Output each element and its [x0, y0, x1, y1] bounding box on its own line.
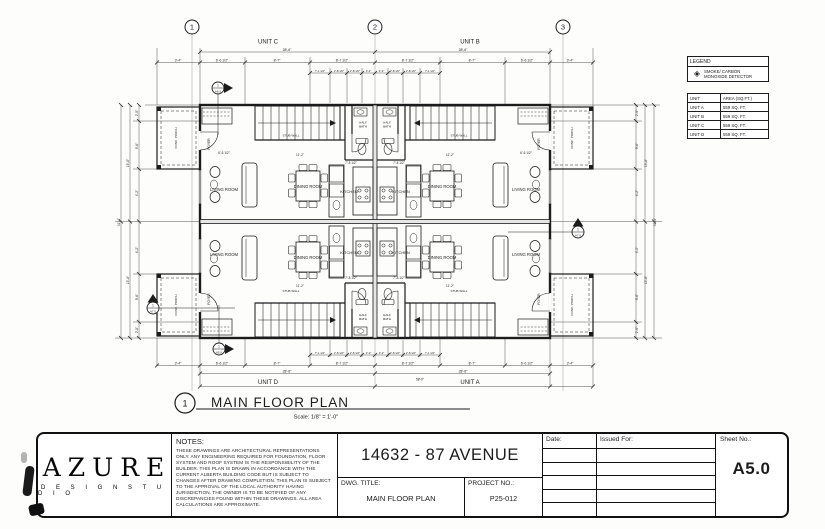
dwg-title-value: MAIN FLOOR PLAN	[366, 494, 436, 503]
plan-label: 8'-7 1/2"	[401, 361, 415, 366]
plan-label: STUB WALL	[282, 133, 300, 138]
building-shell	[200, 105, 550, 338]
plan-label: 15'-8"	[126, 275, 130, 285]
legend-box	[687, 56, 769, 82]
unit-d-interior	[199, 226, 373, 337]
plan-label: HALF	[383, 313, 391, 317]
plan-label: 11'-2"	[446, 284, 454, 288]
svg-text:1: 1	[152, 303, 154, 308]
plan-label: 2'-8 1/2"	[349, 69, 361, 73]
plan-label: STUB WALL	[450, 133, 468, 138]
plan-title: MAIN FLOOR PLAN	[211, 395, 350, 410]
plan-label: 8'-7"	[273, 58, 281, 63]
svg-text:1: 1	[577, 227, 579, 232]
plan-label: 15'-8"	[644, 275, 648, 285]
plan-label: 6'-6 1/2"	[520, 361, 534, 366]
plan-label: 3'-2"	[365, 69, 372, 73]
grid-bubble	[368, 20, 382, 34]
plan-labels	[117, 40, 657, 387]
plan-label: CONC. PORCH	[174, 294, 178, 316]
revision-table	[543, 434, 716, 516]
plan-label: KITCHEN	[392, 189, 410, 194]
sheet-no-cell: Sheet No.: A5.0	[716, 434, 787, 516]
logo-wordmark: AZURE	[42, 453, 172, 482]
plan-label: BATH	[359, 124, 367, 129]
plan-label: 11'-2"	[296, 153, 304, 157]
plan-label: 28'-6"	[458, 369, 468, 374]
plan-label: KITCHEN	[392, 250, 410, 255]
grid-bubble	[185, 20, 199, 34]
plan-label: DINING ROOM	[427, 184, 457, 189]
revision-row	[543, 449, 715, 463]
plan-label: DINING ROOM	[427, 255, 457, 260]
plan-label: 2'-8 1/2"	[333, 69, 345, 73]
plan-label: 3'-2"	[378, 69, 385, 73]
plan-label: 4'-2"	[135, 246, 139, 254]
plan-label: 2'-8 1/2"	[405, 69, 417, 73]
plan-label: LIVING ROOM	[512, 187, 540, 192]
smoke-carbon-monoxide-detector-icon: ◈	[693, 68, 701, 78]
issued-for-column-header: Issued For:	[600, 436, 633, 443]
plan-label: HALF	[359, 120, 367, 125]
plan-label: BATH	[359, 317, 367, 321]
plan-label: 6'-6 1/2"	[218, 151, 230, 155]
project-cell	[338, 434, 543, 516]
plan-label: 2'-8 1/2"	[389, 351, 401, 355]
plan-label: KITCHEN	[340, 250, 358, 255]
revision-row	[543, 503, 715, 516]
notes-label: NOTES:	[176, 437, 204, 446]
plan-label: 4'-2"	[135, 189, 139, 197]
plan-label: 7'-8 1/2"	[345, 276, 357, 280]
plan-label: 2'-8 1/2"	[389, 69, 401, 73]
plan-number: 1	[182, 398, 188, 409]
plan-label: 8'-7 1/2"	[401, 58, 415, 63]
plan-label: 3'-4"	[174, 58, 182, 63]
section-marker	[212, 82, 233, 135]
plan-scale: Scale: 1/8" = 1'-0"	[293, 414, 339, 421]
plan-label: 6'-6 1/2"	[215, 58, 229, 63]
plan-label: 3'-2"	[365, 351, 372, 355]
unit-table-row: UNIT D 559 SQ. FT.	[690, 131, 746, 137]
plan-label: 7'-1 1/2"	[424, 351, 436, 355]
plan-label: 7'-8 1/2"	[393, 161, 405, 165]
plan-label: 31'-4"	[117, 217, 121, 227]
plan-label: 2'-0"	[135, 326, 139, 334]
plan-label: 9'-6"	[635, 142, 639, 150]
plan-label: 8'-7 1/2"	[335, 58, 349, 63]
unit-table-row: UNIT C 559 SQ. FT.	[688, 121, 768, 130]
sheet-number: A5.0	[732, 459, 771, 478]
company-logo	[38, 434, 172, 516]
plan-label: STUB WALL	[450, 289, 468, 293]
plan-label: 3'-2"	[378, 351, 385, 355]
plan-label: BATH	[383, 317, 391, 321]
svg-text:1: 1	[217, 83, 219, 88]
scan-artifact	[21, 452, 27, 463]
plan-label: 3'-4"	[174, 361, 182, 366]
legend-title: LEGEND	[688, 57, 768, 67]
plan-label: LIVING ROOM	[210, 252, 238, 257]
plan-label: BATH	[383, 124, 391, 129]
plan-label: FOYER	[207, 293, 211, 305]
section-marker	[213, 305, 234, 355]
project-no-cell: PROJECT NO.: P25-012	[465, 478, 542, 516]
date-column-header: Date:	[543, 434, 597, 448]
unit-table-row: UNIT A 559 SQ. FT.	[688, 103, 768, 112]
plan-label: LIVING ROOM	[512, 252, 540, 257]
plan-label: 2'-0"	[635, 326, 639, 334]
plan-label: 2'-0"	[635, 109, 639, 117]
plan-label: 8'-7"	[468, 361, 476, 366]
plan-label: 7'-1 1/2"	[314, 69, 326, 73]
plan-label: 15'-8"	[126, 158, 130, 168]
svg-text:A5.0: A5.0	[214, 89, 222, 94]
plan-label: 2'-8 1/2"	[405, 351, 417, 355]
plan-label: 2'-0"	[135, 109, 139, 117]
plan-label: UNIT D	[258, 380, 278, 386]
plan-label: 8'-7 1/2"	[335, 361, 349, 366]
plan-label: 6'-6 1/2"	[520, 58, 534, 63]
grid-bubbles	[185, 20, 570, 34]
plan-label: UNIT B	[460, 39, 480, 46]
plan-label: UNIT C	[258, 39, 278, 46]
revision-row	[543, 463, 715, 477]
plan-label: DINING ROOM	[293, 184, 323, 189]
scan-artifact	[22, 466, 35, 497]
plan-label: HALF	[383, 120, 391, 125]
plan-label: HALF	[359, 313, 367, 317]
plan-label: 2'-8 1/2"	[333, 351, 345, 355]
svg-text:A7.0: A7.0	[149, 309, 157, 314]
plan-label: 28'-6"	[282, 369, 292, 374]
plan-label: 4'-2"	[635, 189, 639, 197]
plan-label: FOYER	[207, 138, 211, 150]
plan-label: 4'-2"	[635, 246, 639, 254]
plan-label: 9'-6"	[635, 293, 639, 301]
logo-tagline: D E S I G N S T U D I O	[38, 485, 166, 497]
plan-label: UNIT A	[460, 380, 480, 386]
plan-label: 9'-6"	[135, 142, 139, 150]
plan-label: 15'-8"	[644, 158, 648, 168]
plan-label: 6'-6 1/2"	[520, 151, 532, 155]
revision-row	[543, 476, 715, 490]
plan-label: CONC. PORCH	[570, 127, 574, 149]
plan-label: 6'-6 1/2"	[215, 361, 229, 366]
plan-label: 31'-4"	[653, 217, 657, 227]
svg-text:A7.0: A7.0	[574, 233, 582, 238]
svg-text:1: 1	[189, 22, 195, 32]
title-block	[36, 432, 789, 518]
project-no-value: P25-012	[489, 494, 518, 503]
plan-label: 28'-6"	[458, 48, 468, 52]
plan-label: 7'-8 1/2"	[345, 161, 357, 165]
svg-text:A5.0: A5.0	[215, 350, 223, 355]
plan-label: LIVING ROOM	[210, 187, 238, 192]
plan-label: 58'-0"	[415, 377, 425, 382]
svg-text:3: 3	[560, 22, 566, 32]
plan-label: 28'-6"	[282, 48, 292, 52]
plan-label: 3'-4"	[566, 58, 574, 63]
plan-label: 2'-8 1/2"	[349, 351, 361, 355]
plan-label: 8'-7"	[468, 58, 476, 63]
plan-label: DINING ROOM	[293, 255, 323, 260]
notes-cell	[172, 434, 338, 516]
plan-label: 8'-7"	[273, 361, 281, 366]
plan-label: 7'-1 1/2"	[314, 351, 326, 355]
plan-label: FOYER	[537, 293, 541, 305]
plan-label: 7'-8 1/2"	[393, 276, 405, 280]
project-address: 14632 - 87 AVENUE	[338, 434, 542, 478]
plan-label: 3'-4"	[566, 361, 574, 366]
plan-label: 7'-1 1/2"	[424, 69, 436, 73]
plan-label: 9'-6"	[135, 293, 139, 301]
svg-text:2: 2	[372, 22, 378, 32]
revision-row	[543, 490, 715, 504]
grid-bubble	[556, 20, 570, 34]
plan-label: CONC. PORCH	[570, 294, 574, 316]
plan-label: FOYER	[537, 138, 541, 150]
plan-label: 11'-2"	[446, 153, 454, 157]
dwg-title-cell: DWG. TITLE: MAIN FLOOR PLAN	[338, 478, 465, 516]
plan-label: 11'-2"	[296, 284, 304, 288]
section-marker	[147, 294, 235, 314]
svg-text:1: 1	[218, 344, 220, 349]
unit-area-table	[687, 93, 769, 139]
legend-item-label: SMOKE/ CARBON MONOXIDE DETECTOR	[704, 68, 753, 79]
plan-label: KITCHEN	[340, 189, 358, 194]
plan-label: CONC. PORCH	[174, 127, 178, 149]
plan-label: STUB WALL	[282, 289, 300, 293]
notes-text: THESE DRAWINGS ARE ARCHITECTURAL REPRESENTATIONS ONLY. ANY ENGINEERING REQUIRED FOR FOUNDATION, FLOOR SYSTEM AND ROOF SYSTEM IS THE RESPONSIBILITY OF THE BUILDER. THIS PLAN IS DRAWN IN ACCORDANCE WITH THE CURRENT ALBERTA BUILDING CODE BUT IS SUBJECT TO CHANGES AFTER DRAWING COMPLETION. THIS PLAN IS SUBJECT TO THE APPROVAL OF THE LOCAL AUTHORITY HAVING JURISDICTION. THE OWNER IS TO BE NOTIFIED OF ANY DISCREPANCIES FOUND WITHIN THESE DRAWINGS. ALL AREA CALCULATIONS ARE APPROXIMATE.	[176, 448, 331, 508]
plan-title-group	[175, 393, 470, 421]
unit-table-row: UNIT B 559 SQ. FT.	[688, 112, 768, 121]
unit-area-table-header: UNIT AREA (SQ.FT.)	[688, 94, 768, 103]
unit-a-interior	[377, 226, 551, 337]
